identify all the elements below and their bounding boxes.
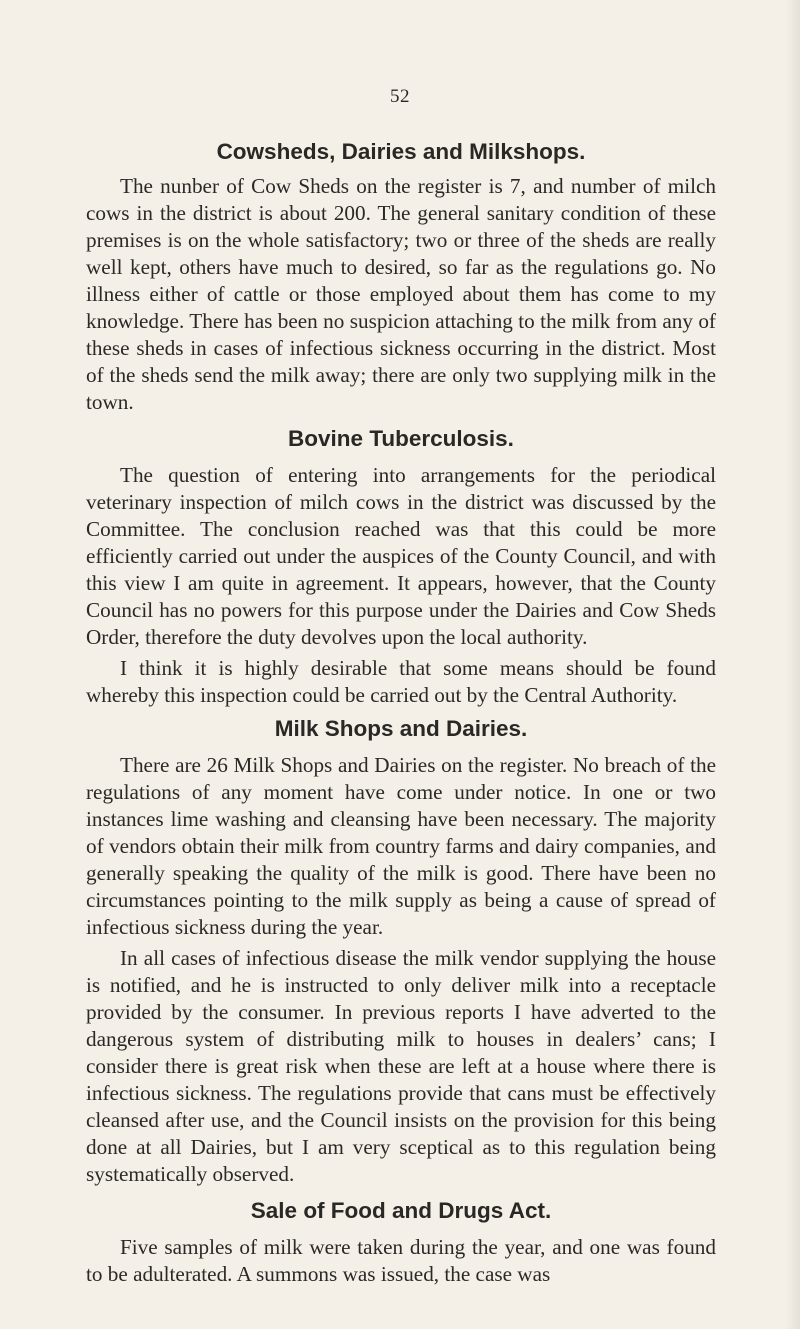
heading-bovine-tuberculosis: Bovine Tuberculosis. [288, 426, 514, 451]
page-edge-shadow [786, 0, 800, 1329]
paragraph-milk-shops-1: There are 26 Milk Shops and Dairies on the register. No breach of the regulations of any moment have come under notice. In one or two instances lime washing and cleansing have been necessary. The majority of vendors obtain their milk from country farms and dairy companies, and generally speaking the quality of the milk is good. There have been no circumstances pointing to the milk supply as being a cause of spread of infectious sickness during the year. [86, 753, 716, 939]
paragraph-cowsheds: The nunber of Cow Sheds on the register is 7, and number of milch cows in the district is about 200. The general sanitary condition of these premises is on the whole satisfactory; two or three of the sheds are really well kept, others have much to desired, so far as the regulations go. No illness either of cattle or those employed about them has come to my knowledge. There has been no suspicion attaching to the milk from any of these sheds in cases of infectious sickness occurring in the district. Most of the sheds send the milk away; there are only two supplying milk in the town. [86, 174, 716, 414]
paragraph-milk-shops-2: In all cases of infectious disease the milk vendor supplying the house is notified, and he is instructed to only deliver milk into a receptacle provided by the consumer. In previous reports I have adverted to the dangerous system of distributing milk to houses in dealers’ cans; I consider there is great risk when these are left at a house where there is infectious sickness. The regulations provide that cans must be effectively cleansed after use, and the Council insists on the provision for this being done at all Dairies, but I am very sceptical as to this regulation being systematically observed. [86, 946, 716, 1186]
page-body [86, 136, 716, 1288]
page-number: 52 [390, 86, 410, 107]
paragraph-food-drugs: Five samples of milk were taken during the year, and one was found to be adulterated. A summons was issued, the case was [86, 1235, 716, 1286]
paragraph-bovine-1: The question of entering into arrangements for the periodical veterinary inspection of milch cows in the district was discussed by the Committee. The conclusion reached was that this could be more efficiently carried out under the auspices of the County Council, and with this view I am quite in agreement. It appears, however, that the County Council has no powers for this purpose under the Dairies and Cow Sheds Order, therefore the duty devolves upon the local authority. [86, 463, 716, 649]
paragraph-bovine-2: I think it is highly desirable that some means should be found whereby this inspection could be carried out by the Central Authority. [86, 656, 716, 707]
heading-milk-shops: Milk Shops and Dairies. [274, 716, 528, 741]
heading-cowsheds: Cowsheds, Dairies and Milkshops. [216, 139, 586, 164]
heading-food-drugs-act: Sale of Food and Drugs Act. [250, 1198, 552, 1223]
